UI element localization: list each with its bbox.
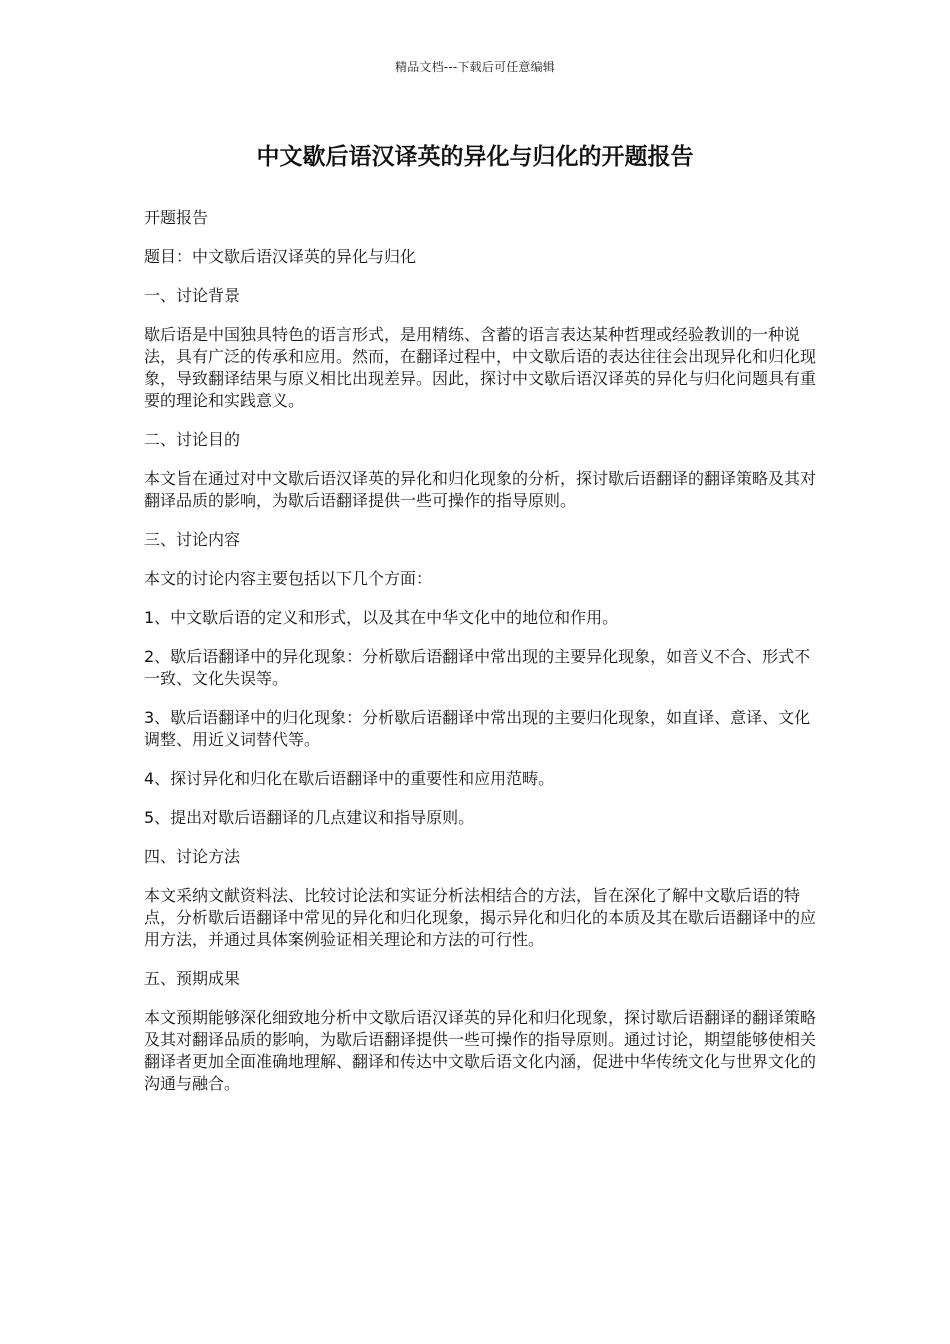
section-heading-purpose: 二、讨论目的 — [144, 430, 241, 449]
section-heading-background: 一、讨论背景 — [144, 286, 241, 305]
section-text-purpose: 本文旨在通过对中文歇后语汉译英的异化和归化现象的分析，探讨歇后语翻译的翻译策略及其对翻译品质的影响，为歇后语翻译提供一些可操作的指导原则。 — [144, 469, 817, 510]
list-item: 4、探讨异化和归化在歇后语翻译中的重要性和应用范畴。 — [144, 769, 555, 788]
section-heading-method: 四、讨论方法 — [144, 847, 241, 866]
section-intro-content: 本文的讨论内容主要包括以下几个方面： — [144, 569, 433, 588]
header-note: 精品文档---下载后可任意编辑 — [395, 60, 555, 74]
list-item: 2、歇后语翻译中的异化现象：分析歇后语翻译中常出现的主要异化现象，如音义不合、形式不一致、文化失误等。 — [144, 647, 811, 688]
section-heading-outcome: 五、预期成果 — [144, 969, 241, 988]
list-item: 1、中文歇后语的定义和形式，以及其在中华文化中的地位和作用。 — [144, 608, 619, 627]
section-heading-content: 三、讨论内容 — [144, 530, 241, 549]
section-text-outcome: 本文预期能够深化细致地分析中文歇后语汉译英的异化和归化现象，探讨歇后语翻译的翻译策略及其对翻译品质的影响，为歇后语翻译提供一些可操作的指导原则。通过讨论，期望能够使相关翻译者更加全面准确地理解、翻译和传达中文歇后语文化内涵，促进中华传统文化与世界文化的沟通与融合。 — [144, 1008, 817, 1093]
report-label: 开题报告 — [144, 208, 209, 227]
document-body — [144, 207, 816, 1112]
topic-line: 题目：中文歇后语汉译英的异化与归化 — [144, 247, 417, 266]
section-text-background: 歇后语是中国独具特色的语言形式，是用精练、含蓄的语言表达某种哲理或经验教训的一种说法，具有广泛的传承和应用。然而，在翻译过程中，中文歇后语的表达往往会出现异化和归化现象，导致翻译结果与原义相比出现差异。因此，探讨中文歇后语汉译英的异化与归化问题具有重要的理论和实践意义。 — [144, 325, 817, 410]
list-item: 5、提出对歇后语翻译的几点建议和指导原则。 — [144, 808, 475, 827]
section-text-method: 本文采纳文献资料法、比较讨论法和实证分析法相结合的方法，旨在深化了解中文歇后语的特点，分析歇后语翻译中常见的异化和归化现象，揭示异化和归化的本质及其在歇后语翻译中的应用方法，并通过具体案例验证相关理论和方法的可行性。 — [144, 886, 817, 949]
list-item: 3、歇后语翻译中的归化现象：分析歇后语翻译中常出现的主要归化现象，如直译、意译、文化调整、用近义词替代等。 — [144, 708, 811, 749]
document-title: 中文歇后语汉译英的异化与归化的开题报告 — [256, 144, 694, 170]
